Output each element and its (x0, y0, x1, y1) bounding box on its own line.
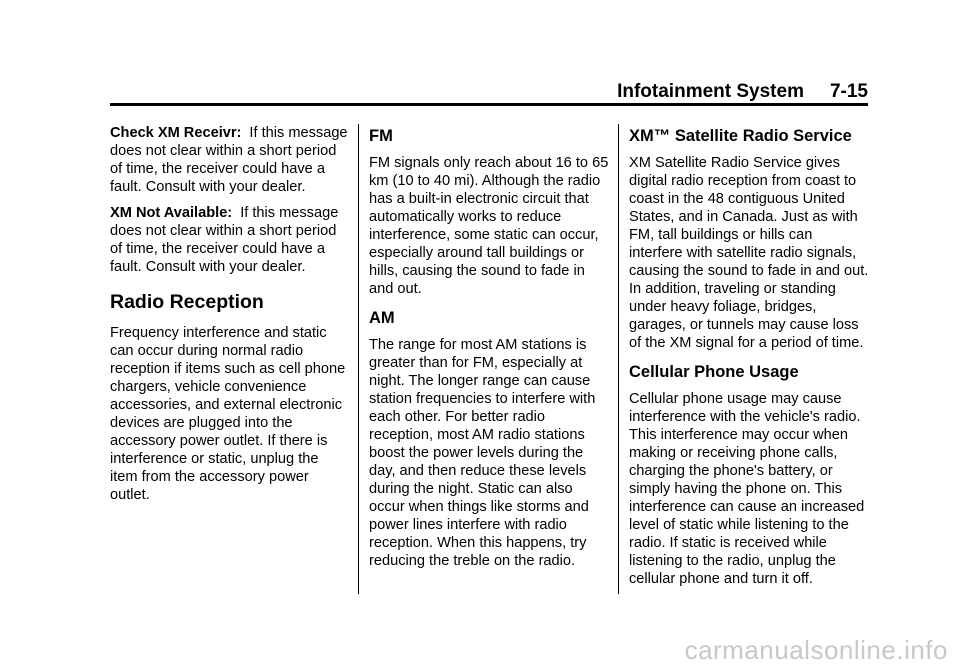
column-3 (629, 124, 869, 596)
column-1 (110, 124, 350, 512)
fm-heading: FM (369, 127, 393, 145)
column-divider-1 (358, 124, 359, 594)
page-number: 7-15 (829, 81, 868, 102)
watermark: carmanualsonline.info (684, 635, 948, 665)
xm-not-available-term: XM Not Available: (110, 205, 233, 221)
header-rule (110, 103, 868, 106)
radio-reception-heading: Radio Reception (110, 291, 264, 313)
radio-reception-text: Frequency interference and static can occur during normal radio reception if items such as cell phone chargers, vehicle convenience accessories, and external electronic devices are plugged into the accessory power outlet. If there is interference or static, unplug the item from the accessory power outlet. (110, 325, 346, 503)
page-header (110, 80, 868, 104)
check-xm-paragraph (110, 124, 350, 196)
check-xm-term: Check XM Receivr: (110, 125, 242, 141)
check-xm-text: If this message does not clear within a short period of time, the receiver could have a fault. Consult with your dealer. (110, 125, 348, 195)
cellular-heading: Cellular Phone Usage (629, 363, 799, 381)
section-title: Infotainment System (617, 81, 804, 102)
column-divider-2 (618, 124, 619, 594)
xm-not-available-text: If this message does not clear within a short period of time, the receiver could have a fault. Consult with your dealer. (110, 205, 339, 275)
xm-satellite-text: XM Satellite Radio Service gives digital radio reception from coast to coast in the 48 contiguous United States, and in Canada. Just as with FM, tall buildings or hills can interfere with satellite radio signals, causing the sound to fade in and out. In addition, traveling or standing under heavy foliage, bridges, garages, or tunnels may cause loss of the XM signal for a period of time. (629, 155, 869, 351)
fm-text: FM signals only reach about 16 to 65 km (10 to 40 mi). Although the radio has a built-in electronic circuit that automatically works to reduce interference, some static can occur, especially around tall buildings or hills, causing the sound to fade in and out. (369, 155, 609, 297)
cellular-text: Cellular phone usage may cause interference with the vehicle's radio. This interference may occur when making or receiving phone calls, charging the phone's battery, or simply having the phone on. This interference can cause an increased level of static while listening to the radio. If static is received while listening to the radio, unplug the cellular phone and turn it off. (629, 391, 865, 587)
am-text: The range for most AM stations is greater than for FM, especially at night. The longer range can cause station frequencies to interfere with each other. For better radio reception, most AM radio stations boost the power levels during the day, and then reduce these levels during the night. Static can also occur when things like storms and power lines interfere with radio reception. When this happens, try reducing the treble on the radio. (369, 337, 596, 569)
xm-not-available-paragraph (110, 204, 350, 276)
column-2 (369, 124, 609, 578)
am-heading: AM (369, 309, 395, 327)
xm-satellite-heading: XM™ Satellite Radio Service (629, 127, 852, 145)
